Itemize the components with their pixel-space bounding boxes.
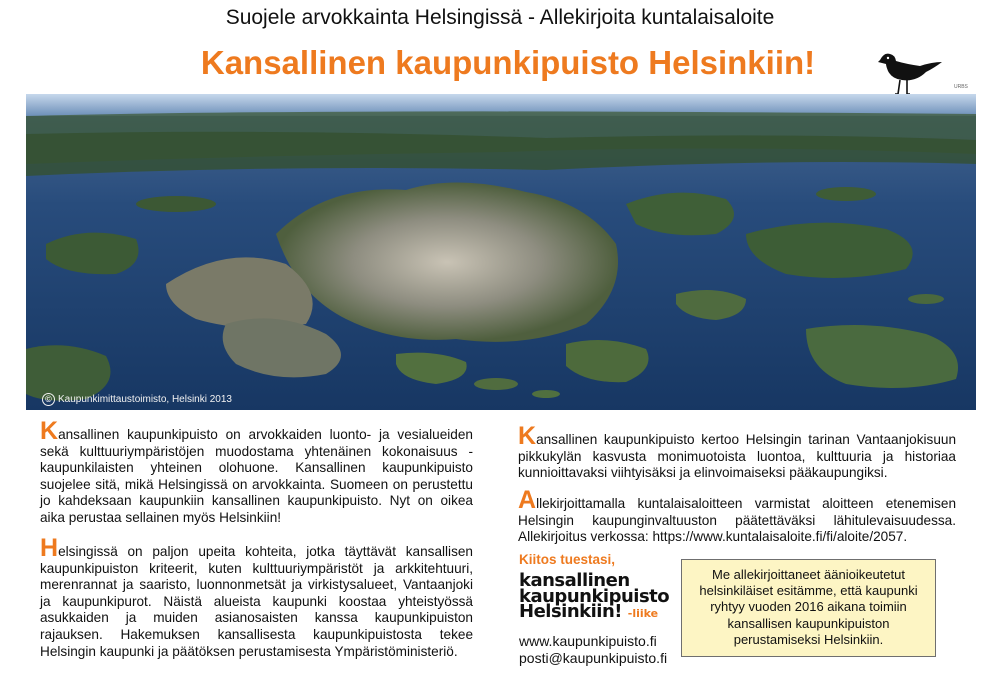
blackbird-icon [874, 44, 944, 96]
photo-credit [42, 393, 232, 406]
paragraph-text: llekirjoittamalla kuntalaisaloitteen varmistat aloitteen etenemisen Helsingin kaupunginvaltuuston päätettäväksi lähitulevaisuudessa. Allekirjoitus verkossa: https://www.kuntalaisaloite.fi/fi/aloite/2057. [518, 496, 956, 545]
drop-cap: H [40, 534, 59, 562]
email-link[interactable]: posti@kaupunkipuisto.fi [519, 650, 668, 666]
website-link[interactable]: www.kaupunkipuisto.fi [519, 633, 657, 649]
logo-line: kaupunkipuisto [519, 585, 670, 607]
copyright-icon: © [42, 393, 55, 406]
page-title: Kansallinen kaupunkipuisto Helsinkiin! [200, 44, 816, 81]
paragraph-text: ansallinen kaupunkipuisto kertoo Helsingin tarinan Vantaanjokisuun pikkukylän kasvusta monimuotoista luontoa, kulttuuria ja historiaa kunnioittavaksi viihtyisäksi ja elinvoimaiseksi pääkaupungiksi. [518, 432, 956, 481]
drop-cap: A [518, 486, 537, 514]
small-tag: URBS [954, 84, 968, 90]
movement-logo [519, 570, 670, 622]
aerial-photo-helsinki [26, 94, 976, 410]
story-paragraph [518, 422, 956, 482]
petition-statement-text: Me allekirjoittaneet äänioikeutetut helsinkiläiset esitämme, että kaupunki ryhtyy vuoden 2016 aikana toimiin kansallisen kaupunkipuiston perustamiseksi Helsinkiin. [699, 567, 918, 647]
drop-cap: K [40, 417, 59, 445]
paragraph-text: elsingissä on paljon upeita kohteita, jotka täyttävät kansallisen kaupunkipuiston kriteerit, kuten kulttuuriympäristöt ja arkkitehtuuri, merenrannat ja saaristo, luonnonmetsät ja virkistysalueet, Vantaanjoki ja kaupunkipurot. Näistä alueista kaupunki koostaa yhteistyössä asukkaiden ja muiden asianosaisten kanssa kaupunkipuiston rajauksen. Hakemuksen kansallisesta kaupunkipuistosta tekee Helsingin kaupunki ja päätöksen perustamisesta Ympäristöministeriö. [40, 544, 473, 659]
logo-line: kansallinen [519, 570, 630, 591]
photo-credit-text: Kaupunkimittaustoimisto, Helsinki 2013 [58, 394, 232, 405]
thanks-text: Kiitos tuestasi, [519, 552, 616, 567]
intro-paragraph [40, 417, 473, 527]
signing-paragraph [518, 486, 956, 546]
logo-suffix: -liike [627, 607, 659, 620]
logo-line: Helsinkiin! [519, 601, 622, 622]
paragraph-text: ansallinen kaupunkipuisto on arvokkaiden luonto- ja vesialueiden sekä kulttuuriympäristöjen muodostama yhtenäinen kokonaisuus - kaupunkilaisten yhteinen olohuone. Kansallinen kaupunkipuisto suojelee sitä, mikä Helsingissä on arvokkainta. Suomeen on perustettu jo kahdeksaan kaupunkiin kansallinen kaupunkipuisto. Nyt on oikea aika perustaa sellainen myös Helsinkiin! [40, 427, 473, 525]
petition-statement-box [681, 559, 936, 657]
campaign-subtitle: Suojele arvokkainta Helsingissä - Allekirjoita kuntalaisaloite [225, 6, 775, 29]
drop-cap: K [518, 422, 537, 450]
sites-paragraph [40, 534, 473, 660]
